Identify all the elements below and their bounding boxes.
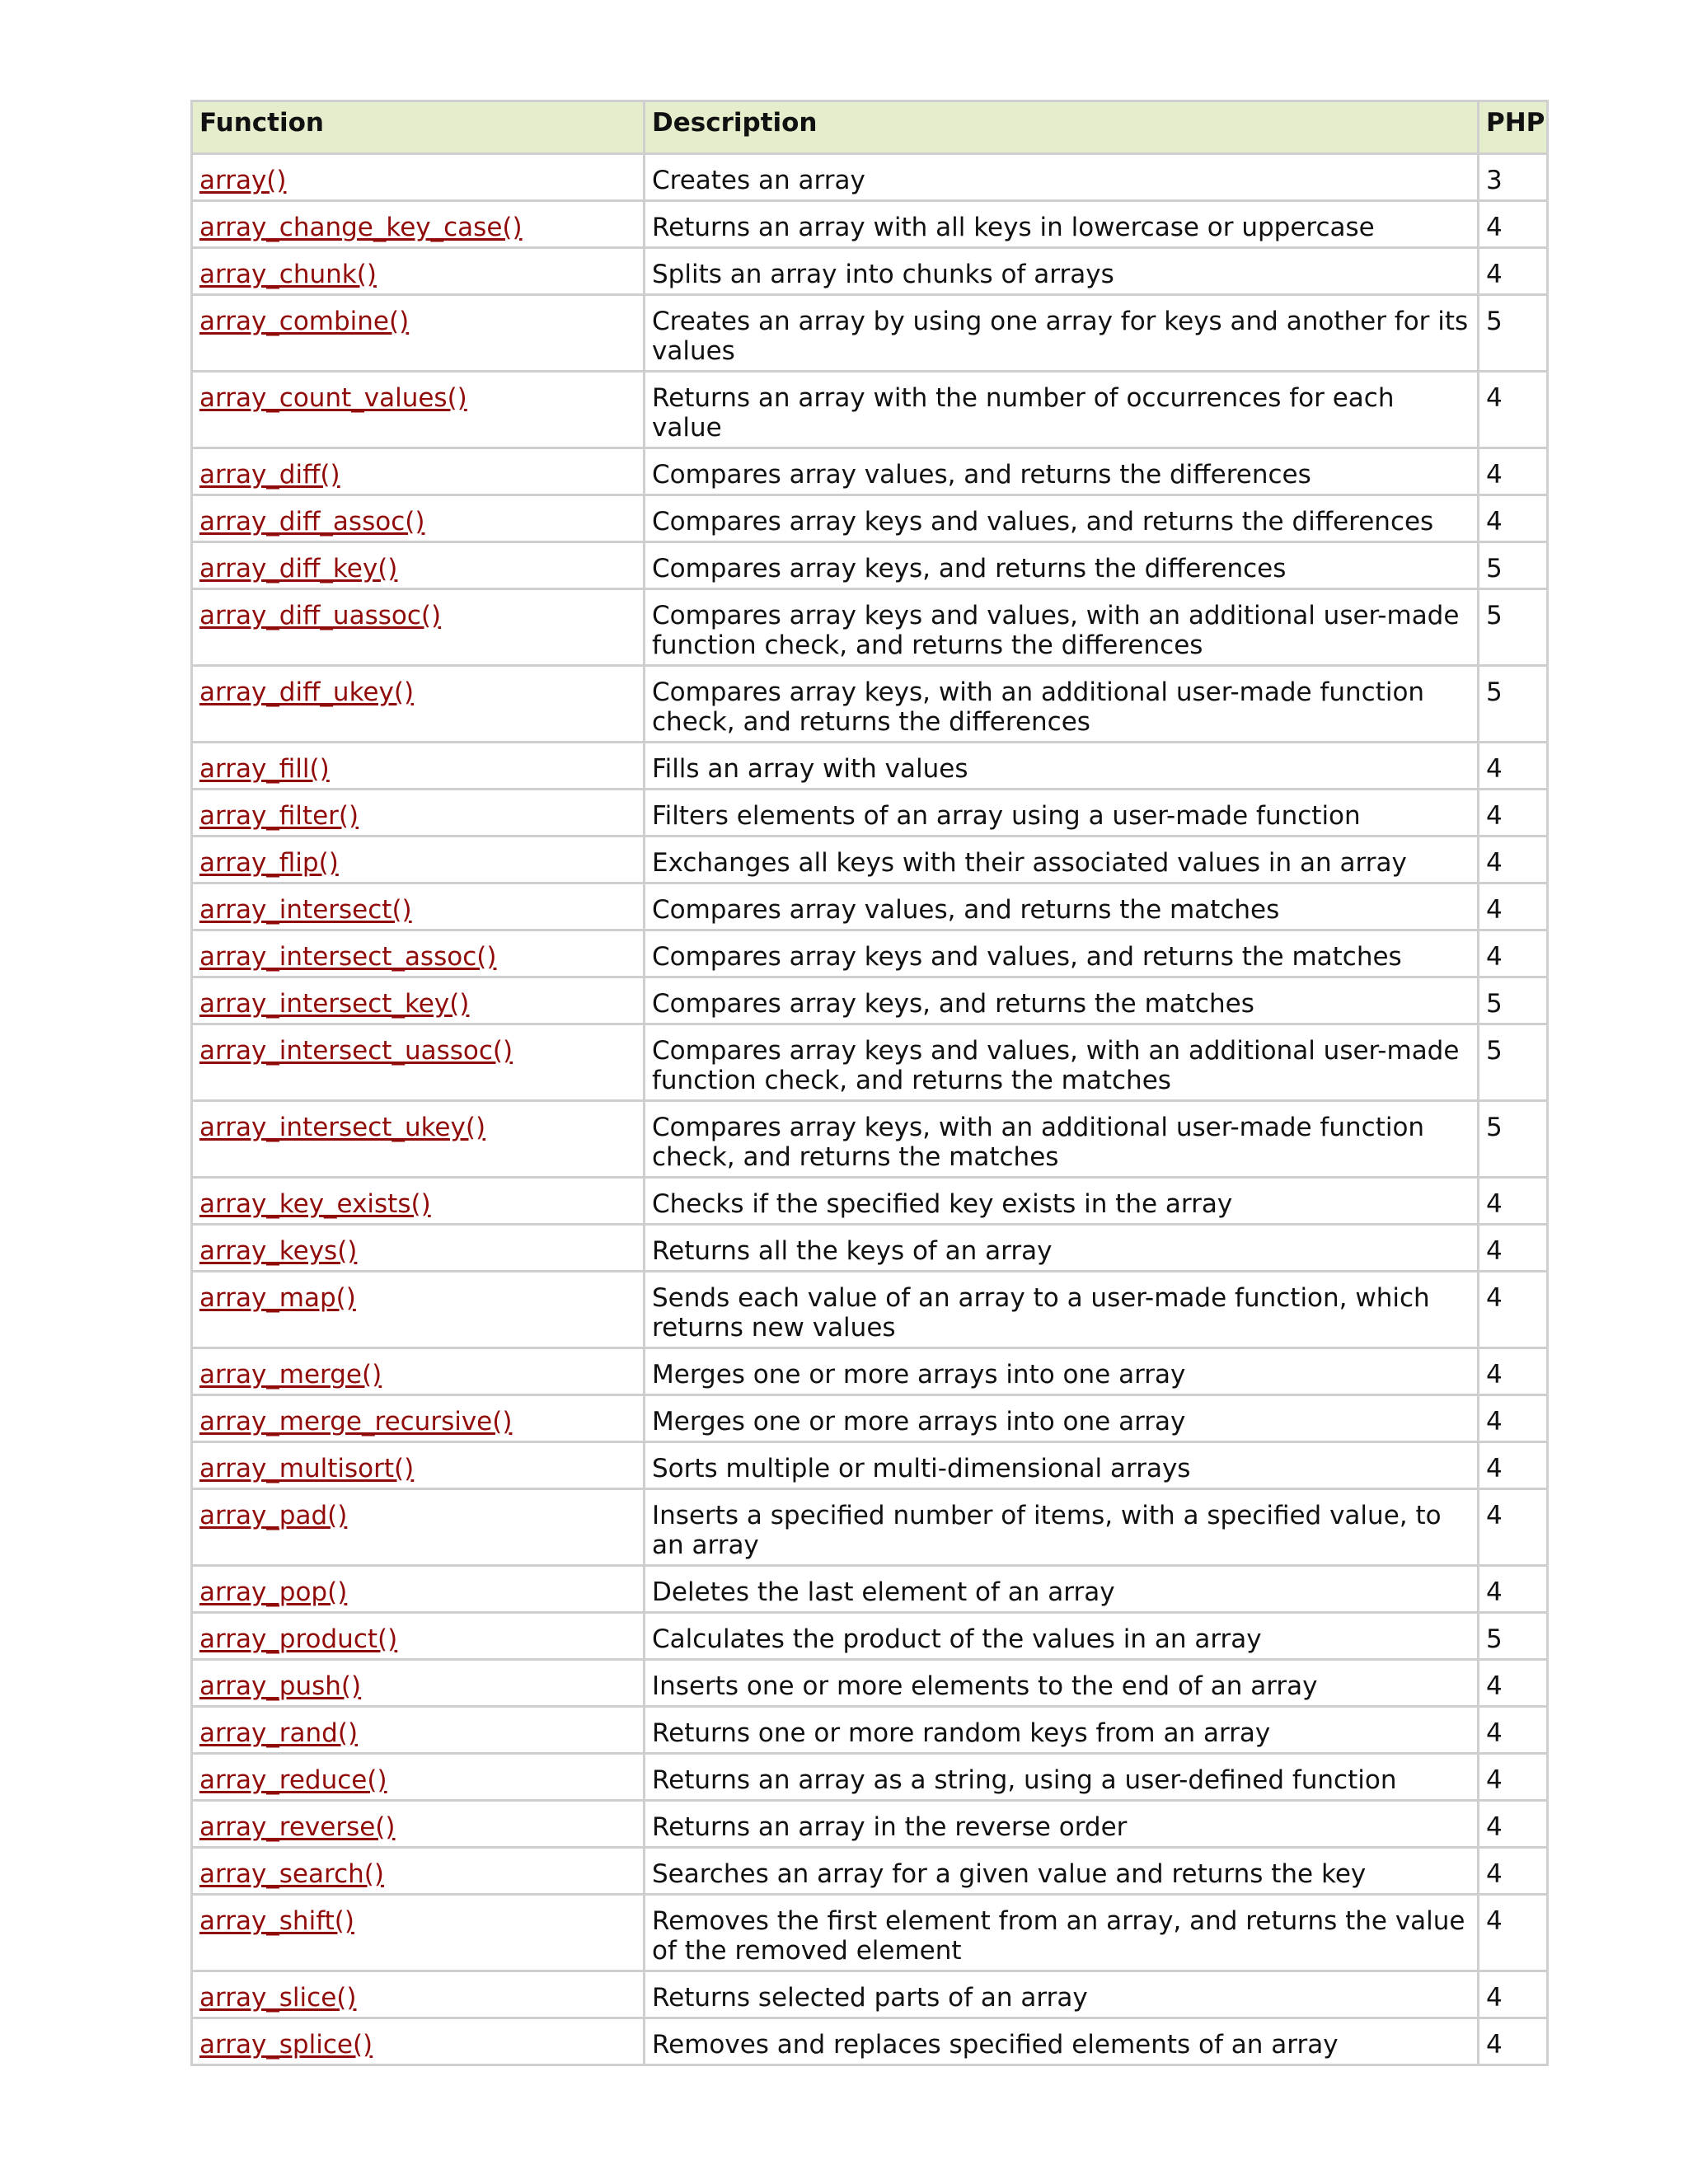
- function-link[interactable]: array_product(): [199, 1624, 398, 1654]
- php-version-cell: 4: [1479, 448, 1548, 495]
- table-row: [192, 589, 1548, 666]
- function-cell: [192, 1707, 645, 1754]
- function-link[interactable]: array_multisort(): [199, 1454, 415, 1483]
- function-cell: [192, 1225, 645, 1272]
- php-version-cell: 4: [1479, 1754, 1548, 1801]
- php-version-cell: 4: [1479, 1272, 1548, 1348]
- description-cell: Compares array keys, with an additional user-made function check, and returns the matches: [645, 1101, 1479, 1178]
- table-row: [192, 154, 1548, 201]
- function-cell: [192, 1566, 645, 1613]
- function-link[interactable]: array_search(): [199, 1859, 384, 1889]
- header-php: PHP: [1479, 101, 1548, 154]
- table-row: [192, 1395, 1548, 1442]
- php-version-cell: 5: [1479, 589, 1548, 666]
- function-link[interactable]: array_intersect_assoc(): [199, 942, 497, 972]
- php-version-cell: 4: [1479, 1442, 1548, 1489]
- description-cell: Returns an array with the number of occurrences for each value: [645, 372, 1479, 448]
- table-row: [192, 495, 1548, 542]
- php-version-cell: 4: [1479, 1707, 1548, 1754]
- php-version-cell: 5: [1479, 977, 1548, 1024]
- description-cell: Exchanges all keys with their associated values in an array: [645, 837, 1479, 883]
- php-version-cell: 5: [1479, 1101, 1548, 1178]
- description-cell: Compares array keys and values, with an additional user-made function check, and returns the matches: [645, 1024, 1479, 1101]
- function-link[interactable]: array_count_values(): [199, 383, 467, 413]
- function-cell: [192, 977, 645, 1024]
- function-cell: [192, 1272, 645, 1348]
- table-row: [192, 1754, 1548, 1801]
- table-row: [192, 1707, 1548, 1754]
- php-version-cell: 4: [1479, 1566, 1548, 1613]
- php-version-cell: 4: [1479, 837, 1548, 883]
- function-link[interactable]: array_diff_key(): [199, 554, 398, 583]
- description-cell: Sorts multiple or multi-dimensional arrays: [645, 1442, 1479, 1489]
- function-link[interactable]: array_keys(): [199, 1236, 358, 1266]
- description-cell: Inserts one or more elements to the end of an array: [645, 1660, 1479, 1707]
- function-link[interactable]: array_filter(): [199, 801, 359, 831]
- description-cell: Returns an array as a string, using a user-defined function: [645, 1754, 1479, 1801]
- header-description: Description: [645, 101, 1479, 154]
- table-row: [192, 1024, 1548, 1101]
- php-array-functions-table: [190, 100, 1549, 2066]
- function-link[interactable]: array_diff(): [199, 460, 340, 490]
- function-cell: [192, 1101, 645, 1178]
- description-cell: Returns all the keys of an array: [645, 1225, 1479, 1272]
- table-row: [192, 930, 1548, 977]
- php-version-cell: 4: [1479, 790, 1548, 837]
- function-cell: [192, 1348, 645, 1395]
- php-version-cell: 4: [1479, 495, 1548, 542]
- table-row: [192, 1442, 1548, 1489]
- function-cell: [192, 1489, 645, 1566]
- function-cell: [192, 837, 645, 883]
- function-cell: [192, 201, 645, 248]
- function-link[interactable]: array_key_exists(): [199, 1189, 431, 1219]
- description-cell: Searches an array for a given value and returns the key: [645, 1848, 1479, 1895]
- function-cell: [192, 1178, 645, 1225]
- php-version-cell: 4: [1479, 1895, 1548, 1971]
- function-cell: [192, 666, 645, 743]
- function-link[interactable]: array_intersect_key(): [199, 989, 470, 1019]
- php-version-cell: 3: [1479, 154, 1548, 201]
- function-link[interactable]: array_flip(): [199, 848, 339, 878]
- function-cell: [192, 1848, 645, 1895]
- function-link[interactable]: array(): [199, 166, 287, 195]
- function-link[interactable]: array_merge(): [199, 1360, 382, 1390]
- description-cell: Checks if the specified key exists in the array: [645, 1178, 1479, 1225]
- table-row: [192, 1225, 1548, 1272]
- description-cell: Filters elements of an array using a user-made function: [645, 790, 1479, 837]
- description-cell: Compares array keys, and returns the matches: [645, 977, 1479, 1024]
- function-cell: [192, 1024, 645, 1101]
- table-row: [192, 743, 1548, 790]
- table-row: [192, 1801, 1548, 1848]
- function-cell: [192, 154, 645, 201]
- function-link[interactable]: array_intersect(): [199, 895, 412, 925]
- php-version-cell: 4: [1479, 1801, 1548, 1848]
- function-cell: [192, 1895, 645, 1971]
- php-version-cell: 5: [1479, 1024, 1548, 1101]
- table-row: [192, 1489, 1548, 1566]
- function-link[interactable]: array_diff_uassoc(): [199, 601, 442, 630]
- description-cell: Removes the first element from an array, and returns the value of the removed element: [645, 1895, 1479, 1971]
- function-link[interactable]: array_reduce(): [199, 1765, 387, 1795]
- description-cell: Merges one or more arrays into one array: [645, 1395, 1479, 1442]
- table-row: [192, 201, 1548, 248]
- function-cell: [192, 790, 645, 837]
- php-version-cell: 4: [1479, 1395, 1548, 1442]
- function-link[interactable]: array_intersect_ukey(): [199, 1113, 486, 1142]
- function-link[interactable]: array_change_key_case(): [199, 213, 523, 242]
- table-row: [192, 1895, 1548, 1971]
- description-cell: Deletes the last element of an array: [645, 1566, 1479, 1613]
- description-cell: Compares array keys, with an additional user-made function check, and returns the differences: [645, 666, 1479, 743]
- function-cell: [192, 1442, 645, 1489]
- description-cell: Compares array keys and values, and returns the matches: [645, 930, 1479, 977]
- table-row: [192, 1566, 1548, 1613]
- function-link[interactable]: array_pop(): [199, 1577, 348, 1607]
- description-cell: Returns selected parts of an array: [645, 1971, 1479, 2018]
- function-cell: [192, 1754, 645, 1801]
- table-row: [192, 1348, 1548, 1395]
- php-version-cell: 4: [1479, 1848, 1548, 1895]
- table-row: [192, 1848, 1548, 1895]
- function-cell: [192, 248, 645, 295]
- function-link[interactable]: array_shift(): [199, 1906, 354, 1936]
- php-version-cell: 4: [1479, 1489, 1548, 1566]
- table-row: [192, 542, 1548, 589]
- php-version-cell: 5: [1479, 295, 1548, 372]
- description-cell: Returns one or more random keys from an array: [645, 1707, 1479, 1754]
- table-row: [192, 1101, 1548, 1178]
- php-version-cell: 4: [1479, 248, 1548, 295]
- table-row: [192, 1178, 1548, 1225]
- description-cell: Compares array values, and returns the differences: [645, 448, 1479, 495]
- table-row: [192, 1660, 1548, 1707]
- function-cell: [192, 930, 645, 977]
- description-cell: Inserts a specified number of items, with a specified value, to an array: [645, 1489, 1479, 1566]
- function-link[interactable]: array_map(): [199, 1283, 356, 1313]
- description-cell: Compares array keys and values, with an additional user-made function check, and returns the differences: [645, 589, 1479, 666]
- php-version-cell: 4: [1479, 201, 1548, 248]
- function-link[interactable]: array_splice(): [199, 2030, 373, 2060]
- function-cell: [192, 1395, 645, 1442]
- function-cell: [192, 743, 645, 790]
- php-version-cell: 5: [1479, 666, 1548, 743]
- table-row: [192, 977, 1548, 1024]
- function-cell: [192, 1971, 645, 2018]
- description-cell: Fills an array with values: [645, 743, 1479, 790]
- table-row: [192, 1613, 1548, 1660]
- function-cell: [192, 883, 645, 930]
- table-row: [192, 883, 1548, 930]
- table-row: [192, 248, 1548, 295]
- function-cell: [192, 448, 645, 495]
- description-cell: Returns an array in the reverse order: [645, 1801, 1479, 1848]
- description-cell: Compares array keys and values, and returns the differences: [645, 495, 1479, 542]
- function-link[interactable]: array_intersect_uassoc(): [199, 1036, 513, 1066]
- table-row: [192, 1971, 1548, 2018]
- function-link[interactable]: array_diff_assoc(): [199, 507, 425, 537]
- description-cell: Compares array keys, and returns the differences: [645, 542, 1479, 589]
- function-link[interactable]: array_rand(): [199, 1718, 359, 1748]
- php-version-cell: 4: [1479, 930, 1548, 977]
- table-row: [192, 372, 1548, 448]
- table-row: [192, 448, 1548, 495]
- function-cell: [192, 542, 645, 589]
- description-cell: Creates an array: [645, 154, 1479, 201]
- description-cell: Calculates the product of the values in an array: [645, 1613, 1479, 1660]
- php-version-cell: 4: [1479, 372, 1548, 448]
- function-link[interactable]: array_reverse(): [199, 1812, 396, 1842]
- php-version-cell: 4: [1479, 1348, 1548, 1395]
- function-link[interactable]: array_slice(): [199, 1983, 357, 2013]
- function-link[interactable]: array_merge_recursive(): [199, 1407, 513, 1436]
- function-cell: [192, 372, 645, 448]
- table-row: [192, 1272, 1548, 1348]
- php-version-cell: 4: [1479, 1971, 1548, 2018]
- table-row: [192, 666, 1548, 743]
- description-cell: Compares array values, and returns the matches: [645, 883, 1479, 930]
- description-cell: Returns an array with all keys in lowercase or uppercase: [645, 201, 1479, 248]
- header-function: Function: [192, 101, 645, 154]
- function-link[interactable]: array_combine(): [199, 307, 410, 336]
- function-cell: [192, 295, 645, 372]
- function-cell: [192, 2018, 645, 2065]
- description-cell: Sends each value of an array to a user-made function, which returns new values: [645, 1272, 1479, 1348]
- table-row: [192, 295, 1548, 372]
- function-cell: [192, 1613, 645, 1660]
- description-cell: Removes and replaces specified elements of an array: [645, 2018, 1479, 2065]
- description-cell: Creates an array by using one array for keys and another for its values: [645, 295, 1479, 372]
- function-link[interactable]: array_push(): [199, 1671, 362, 1701]
- php-version-cell: 4: [1479, 1660, 1548, 1707]
- description-cell: Merges one or more arrays into one array: [645, 1348, 1479, 1395]
- table-row: [192, 790, 1548, 837]
- php-version-cell: 4: [1479, 743, 1548, 790]
- function-link[interactable]: array_fill(): [199, 754, 330, 784]
- function-cell: [192, 1801, 645, 1848]
- function-cell: [192, 1660, 645, 1707]
- php-version-cell: 4: [1479, 1225, 1548, 1272]
- function-cell: [192, 495, 645, 542]
- function-link[interactable]: array_chunk(): [199, 260, 377, 289]
- php-version-cell: 5: [1479, 1613, 1548, 1660]
- php-version-cell: 4: [1479, 1178, 1548, 1225]
- function-link[interactable]: array_pad(): [199, 1501, 348, 1530]
- function-cell: [192, 589, 645, 666]
- table-header-row: [192, 101, 1548, 154]
- php-version-cell: 4: [1479, 883, 1548, 930]
- php-version-cell: 4: [1479, 2018, 1548, 2065]
- php-version-cell: 5: [1479, 542, 1548, 589]
- description-cell: Splits an array into chunks of arrays: [645, 248, 1479, 295]
- table-row: [192, 837, 1548, 883]
- function-link[interactable]: array_diff_ukey(): [199, 677, 415, 707]
- table-row: [192, 2018, 1548, 2065]
